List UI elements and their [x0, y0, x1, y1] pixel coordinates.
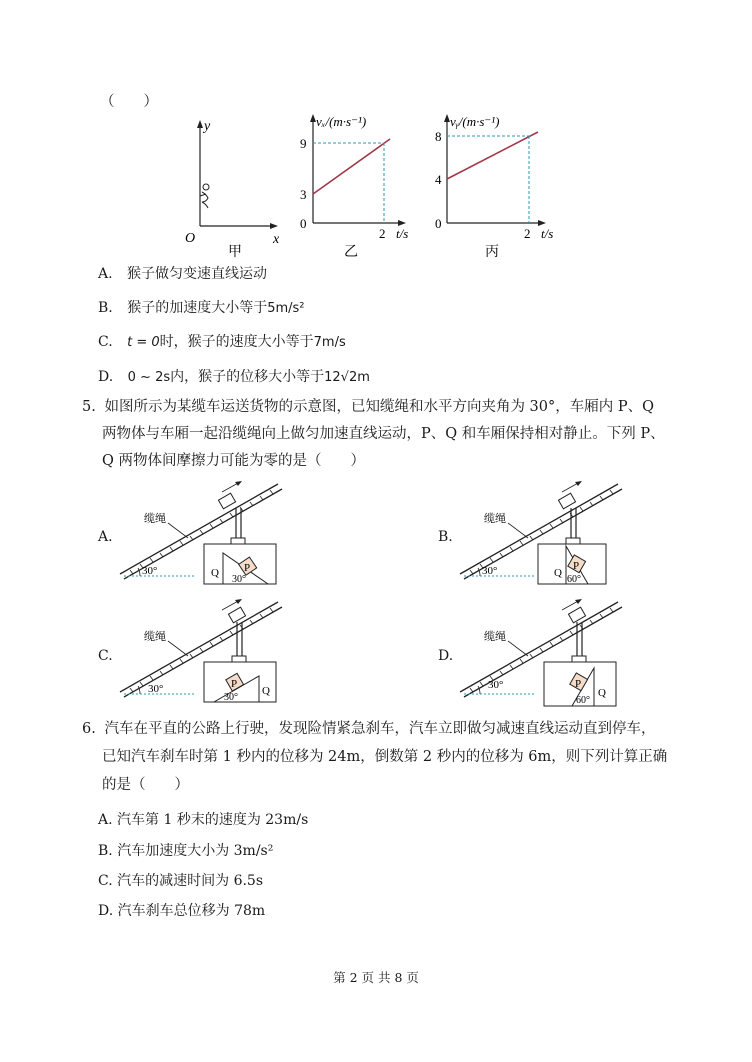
q5-figure-b: [458, 478, 628, 590]
fig-bing-tick-4: 4: [435, 172, 442, 187]
q4-answer-bracket: （ ）: [100, 94, 158, 110]
svg-text:Q: Q: [598, 687, 606, 699]
q6-number: 6.: [82, 721, 96, 737]
fig-jia-origin: O: [185, 231, 196, 246]
p-label: P: [244, 562, 251, 574]
option-math-disp: 12√2m: [324, 370, 370, 385]
q5-figure-a: [118, 478, 288, 590]
option-math: 5m/s²: [267, 301, 305, 316]
fig-bing-line: [447, 132, 538, 179]
q4-option-d[interactable]: [98, 368, 370, 387]
svg-text:Q: Q: [262, 685, 270, 697]
fig-yi-tick-2: 2: [379, 226, 386, 241]
svg-text:P: P: [575, 678, 582, 690]
fig-bing-tick-8: 8: [435, 129, 442, 144]
q4-figures: [160, 108, 580, 263]
fig-yi-ylabel: vₓ/(m·s⁻¹): [316, 114, 367, 129]
q-label: Q: [211, 567, 219, 579]
fig-yi-line: [313, 139, 390, 194]
q6-stem-line2: 已知汽车刹车时第 1 秒内的位移为 24m，倒数第 2 秒内的位移为 6m，则下列计算正确: [102, 749, 668, 765]
svg-text:P: P: [573, 560, 580, 572]
q6-option-a[interactable]: A. 汽车第 1 秒末的速度为 23m/s: [98, 812, 309, 828]
svg-text:缆绳: 缆绳: [484, 513, 506, 525]
fig-jia-caption: 甲: [228, 245, 242, 260]
cable-label: 缆绳: [144, 513, 166, 525]
fig-bing-caption: 丙: [485, 245, 499, 260]
svg-text:30°: 30°: [482, 565, 498, 577]
q5-option-c-label[interactable]: C.: [98, 648, 113, 664]
q5-option-b-label[interactable]: B.: [438, 529, 453, 545]
fig-yi-caption: 乙: [344, 245, 358, 260]
option-label: B.: [98, 300, 113, 316]
q6-stem-line3: 的是（ ）: [102, 777, 189, 793]
option-text: 猴子的加速度大小等于: [127, 300, 268, 316]
q5-stem-line1: 5. 如图所示为某缆车运送货物的示意图，已知缆绳和水平方向夹角为 30°，车厢内 P、Q: [82, 399, 655, 415]
fig-bing-ylabel: vᵧ/(m·s⁻¹): [450, 114, 500, 129]
page-footer: 第 2 页 共 8 页: [333, 970, 419, 985]
q5-figure-d: [458, 596, 628, 708]
fig-bing-xlabel: t/s: [541, 226, 554, 241]
q4-option-b[interactable]: [98, 299, 305, 318]
fig-bing-tick-2: 2: [524, 226, 531, 241]
angle-label: 30°: [142, 565, 158, 577]
fig-bing: [435, 114, 553, 260]
svg-text:30°: 30°: [488, 679, 504, 691]
q5-stem-line3: Q 两物体间摩擦力可能为零的是（ ）: [102, 453, 365, 469]
svg-text:30°: 30°: [224, 692, 238, 703]
q5-option-d-label[interactable]: D.: [438, 648, 454, 664]
fig-jia: [185, 119, 280, 260]
q6-option-d[interactable]: D. 汽车刹车总位移为 78m: [98, 903, 266, 919]
option-math-v: 7m/s: [313, 335, 346, 350]
wedge-angle: 30°: [232, 574, 246, 585]
fig-jia-y-label: y: [204, 119, 211, 134]
svg-text:缆绳: 缆绳: [484, 631, 506, 643]
option-label: D.: [98, 369, 114, 385]
fig-yi: [300, 114, 408, 260]
option-math-t: t = 0: [127, 335, 160, 350]
q5-option-a-label[interactable]: A.: [98, 529, 113, 545]
svg-text:30°: 30°: [148, 683, 164, 695]
option-text: 内，猴子的位移大小等于: [170, 369, 325, 385]
fig-jia-x-label: x: [273, 232, 280, 247]
q6-option-b[interactable]: B. 汽车加速度大小为 3m/s²: [98, 843, 274, 859]
fig-bing-tick-0: 0: [435, 216, 442, 231]
option-label: A.: [98, 266, 113, 282]
q6-stem-line1: 6. 汽车在平直的公路上行驶，发现险情紧急刹车，汽车立即做匀减速直线运动直到停车，: [82, 721, 656, 737]
q5-figure-c: [118, 596, 288, 708]
option-label: C.: [98, 334, 113, 350]
monkey-icon: [200, 184, 209, 208]
fig-yi-xlabel: t/s: [396, 226, 409, 241]
option-text: 时，猴子的速度大小等于: [159, 334, 314, 350]
svg-text:Q: Q: [554, 567, 562, 579]
svg-text:60°: 60°: [576, 695, 590, 706]
q5-stem-line2: 两物体与车厢一起沿缆绳向上做匀加速直线运动，P、Q 和车厢保持相对静止。下列 P、: [102, 426, 665, 442]
fig-yi-tick-3: 3: [300, 187, 307, 202]
fig-yi-tick-0: 0: [300, 216, 307, 231]
option-text: 猴子做匀变速直线运动: [127, 266, 268, 282]
q5-number: 5.: [82, 399, 96, 415]
fig-yi-tick-9: 9: [300, 136, 307, 151]
svg-text:P: P: [231, 678, 238, 690]
svg-text:缆绳: 缆绳: [144, 631, 166, 643]
svg-text:60°: 60°: [567, 574, 581, 585]
q4-option-a[interactable]: [98, 265, 267, 283]
q4-option-c[interactable]: [98, 333, 346, 352]
q6-option-c[interactable]: C. 汽车的减速时间为 6.5s: [98, 873, 264, 889]
option-math-range: 0 ~ 2s: [127, 370, 171, 385]
